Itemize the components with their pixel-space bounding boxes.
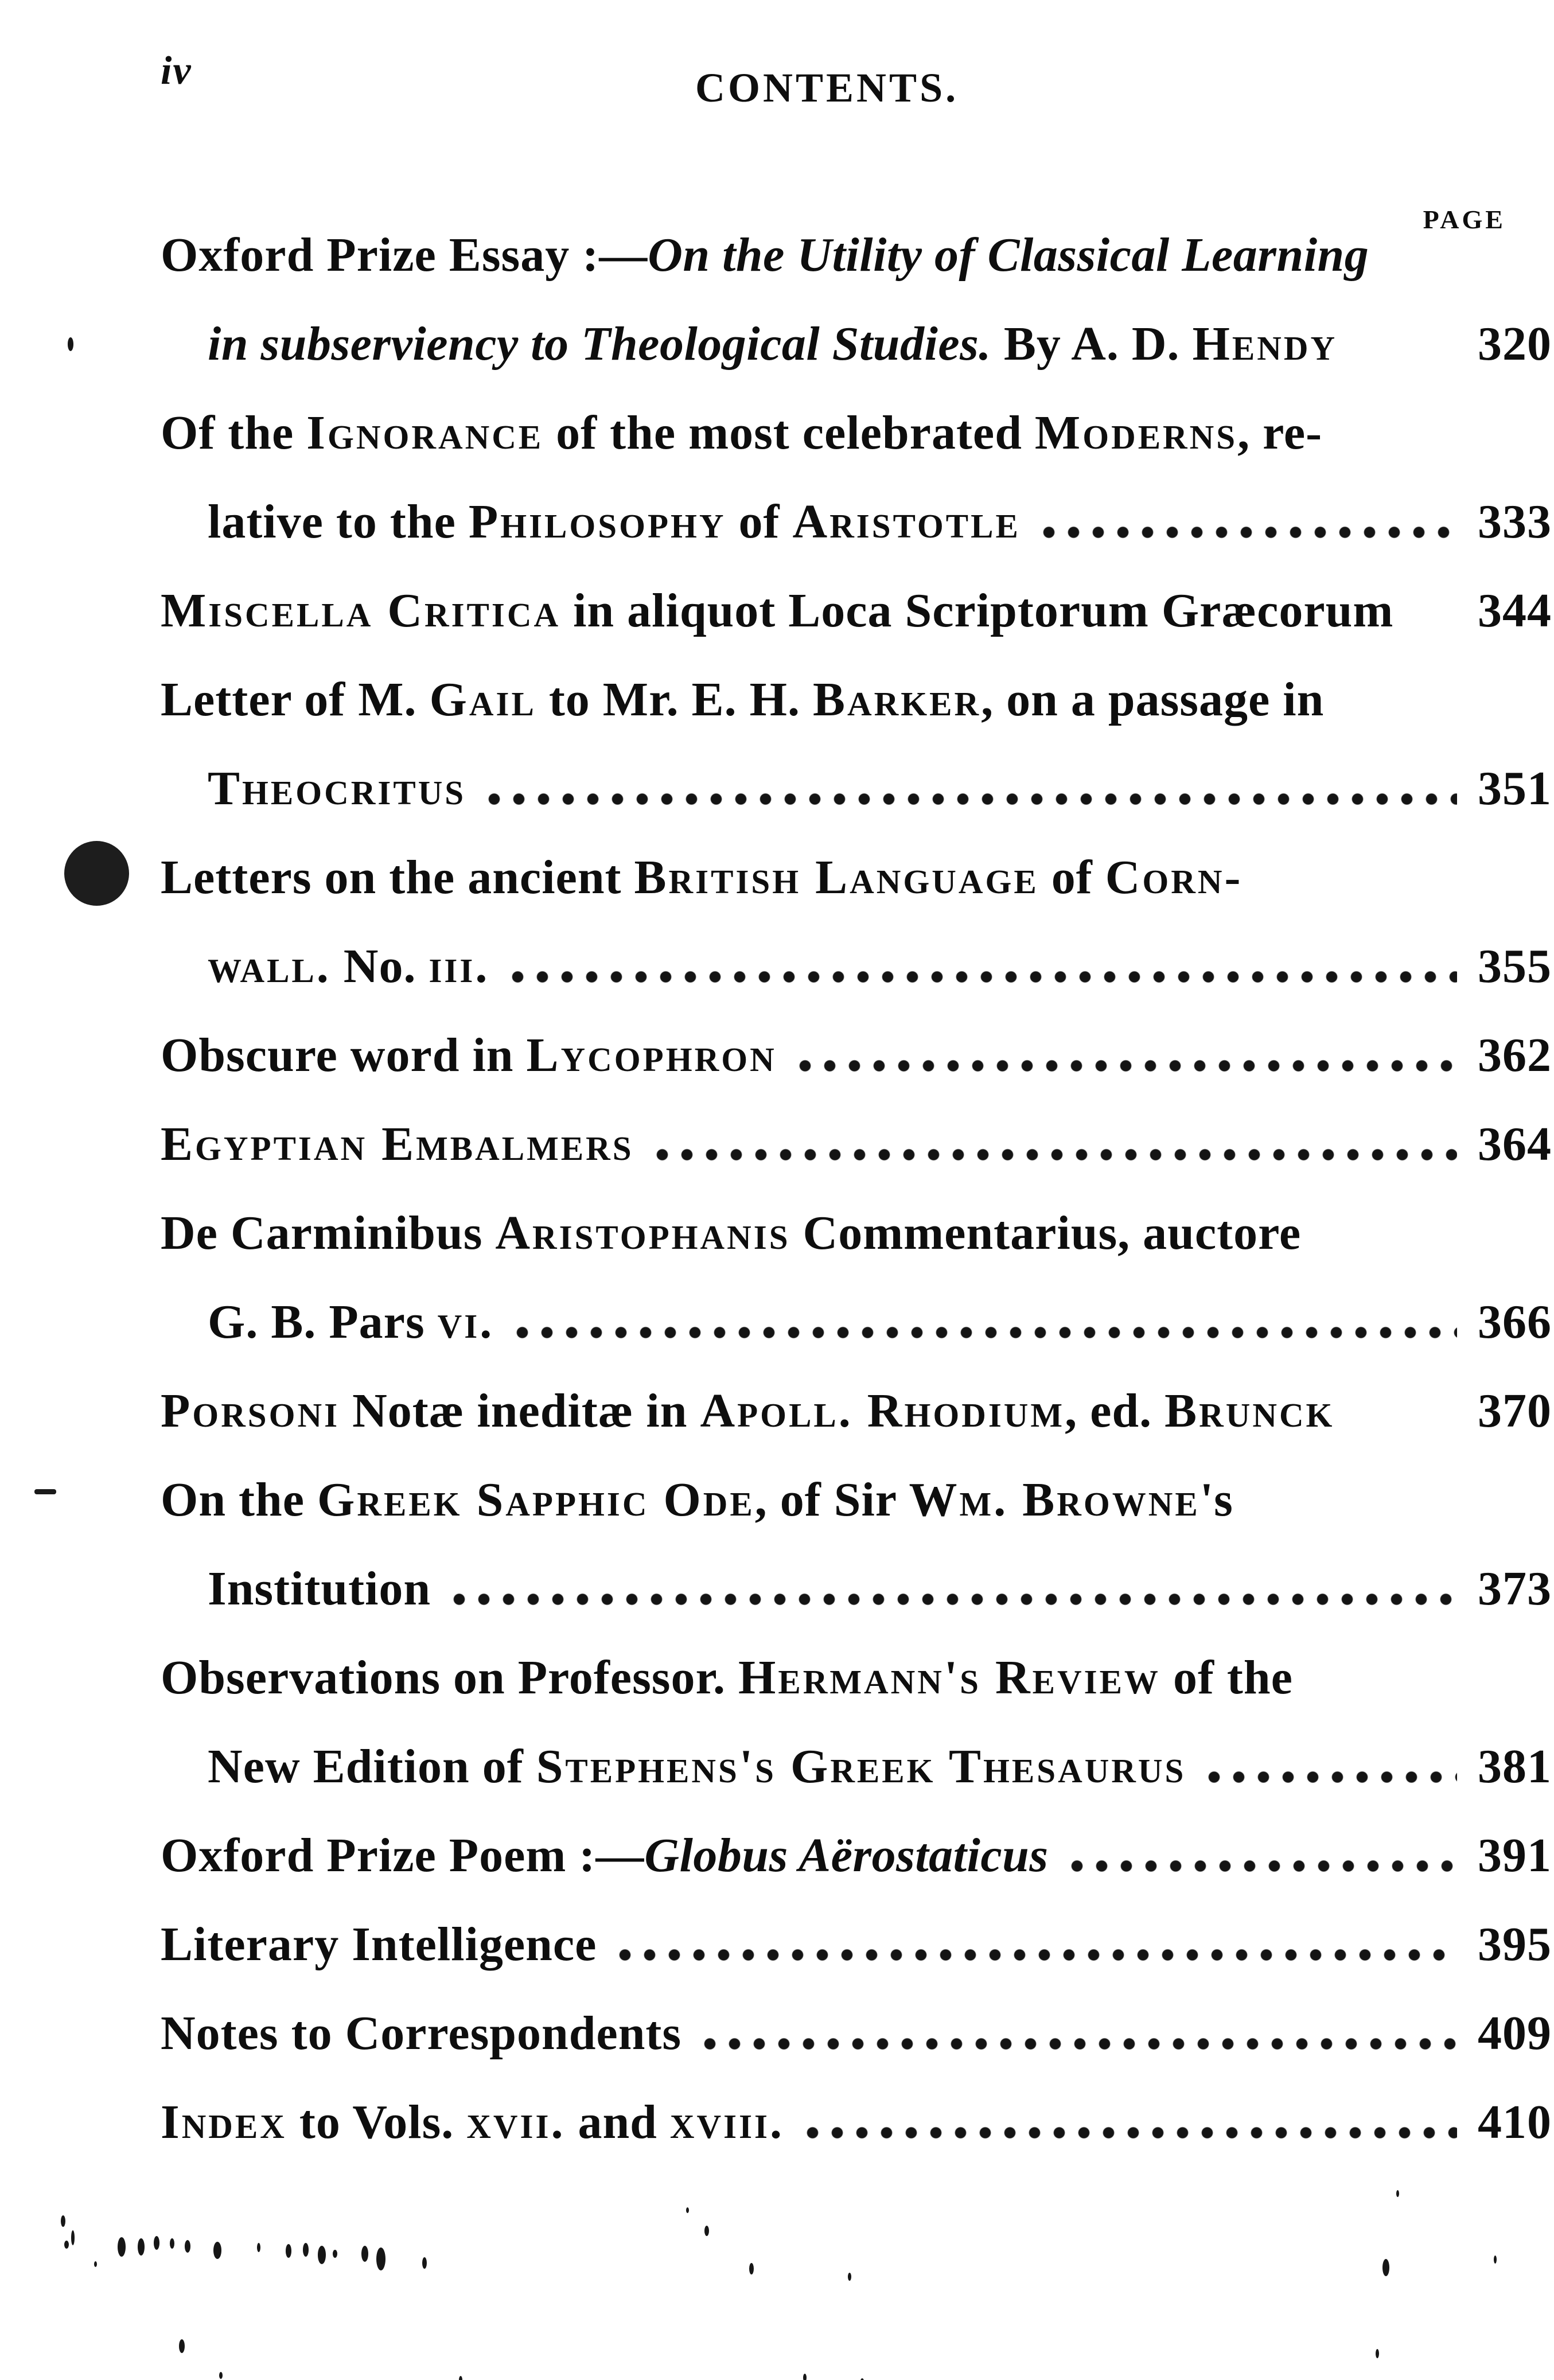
speckle-dot [749,2263,754,2274]
speckle-dot [61,2215,65,2227]
toc-text-segment: Barker [813,673,982,726]
toc-text-segment: in aliquot Loca Scriptorum Græcorum [560,584,1394,637]
speckle-dot [422,2257,427,2269]
speckle-dot [361,2246,368,2262]
toc-text-segment: Hermann's Review [738,1651,1160,1704]
page-number: 370 [1478,1384,1552,1438]
dot-leader [800,2094,1457,2150]
toc-text-segment: Literary Intelligence [161,1918,597,1971]
toc-line [161,2094,1552,2183]
speckle-dot [64,2241,69,2249]
table-of-contents [161,227,1552,2183]
toc-entry-text [161,672,1324,727]
toc-text-segment: Observations on Professor. [161,1651,739,1704]
page-number: 409 [1478,2007,1552,2060]
toc-entry-text [161,1205,1301,1261]
toc-text-segment: Institution [208,1562,431,1615]
toc-line [161,1383,1552,1472]
dot-leader [505,938,1457,994]
speckle-dot [318,2246,326,2264]
page-number: 355 [1478,940,1552,993]
page-number: 366 [1478,1295,1552,1349]
speckle-dot [333,2250,337,2258]
toc-text-segment: G. B. Pars [208,1295,438,1349]
toc-text-segment: Globus Aërostaticus [644,1829,1049,1882]
toc-entry-text [161,1472,1233,1528]
speckle-dot [848,2273,851,2281]
page-number: 320 [1478,317,1552,371]
toc-text-segment: Miscella Critica [161,584,561,637]
toc-line [161,1917,1552,2005]
toc-text-segment: British Language [634,851,1039,904]
toc-text-segment: On the [161,1473,318,1526]
toc-text-segment: Moderns [1034,406,1238,459]
toc-entry-text [161,1828,1049,1883]
toc-text-segment: Theocritus [208,762,466,815]
toc-text-segment: Corn- [1105,851,1243,904]
toc-text-segment: Wm. Browne [909,1473,1200,1526]
toc-entry-text [161,1917,597,1972]
toc-line [161,1650,1552,1739]
speckle-dot [704,2226,709,2236]
page-number: 395 [1478,1918,1552,1971]
toc-text-segment: On the Utility of Classical Learning [648,228,1369,282]
speckle-dot [1382,2259,1389,2276]
toc-text-segment: of the [1160,1651,1293,1704]
toc-text-segment: , re- [1237,406,1323,459]
dot-leader [447,1561,1457,1616]
toc-line [161,761,1552,850]
toc-text-segment: Aristophanis [495,1206,790,1260]
toc-line [161,405,1552,494]
page-number: 410 [1478,2095,1552,2149]
toc-text-segment: 's [1199,1473,1233,1526]
page-number: 381 [1478,1740,1552,1793]
speckle-dot [170,2238,174,2249]
speckle-dot [1376,2349,1379,2358]
toc-text-segment: Aristotle [792,495,1021,548]
speckle-dot [94,2261,97,2267]
dot-leader [613,1917,1457,1972]
page-number: 391 [1478,1829,1552,1882]
toc-text-segment: Letter of M. [161,673,430,726]
dot-leader [698,2005,1457,2061]
speckle-dot [257,2243,260,2252]
speckle-dot [286,2244,291,2258]
speckle-dot [179,2339,185,2353]
speckle-dot [68,337,73,351]
toc-text-segment: Ignorance [306,406,544,459]
toc-text-segment: Oxford Prize Poem :— [161,1829,645,1882]
toc-text-segment: Obscure word in [161,1029,527,1082]
toc-text-segment: to Vols. [286,2095,467,2149]
toc-text-segment: of [726,495,793,548]
speckle-dot [1396,2190,1399,2197]
toc-text-segment: Gail [429,673,536,726]
toc-text-segment: vi. [437,1295,494,1349]
toc-line [161,1561,1552,1650]
toc-text-segment: No. [330,940,429,993]
page-number: 373 [1478,1562,1552,1615]
toc-line [161,850,1552,938]
speckle-dot [118,2237,126,2257]
page-column-label: PAGE [1423,205,1506,234]
toc-text-segment: Philosophy [468,495,726,548]
toc-entry-text [208,1294,494,1350]
toc-line [161,1027,1552,1116]
toc-entry-text [161,1116,634,1172]
speckle-dot [803,2374,807,2380]
toc-line [161,494,1552,583]
page-number: 364 [1478,1117,1552,1171]
speckle-dot [185,2240,190,2253]
toc-text-segment: Hendy [1192,317,1338,371]
speckle-dot [71,2230,75,2245]
dot-leader [482,761,1457,816]
toc-text-segment: Brunck [1164,1384,1335,1438]
toc-text-segment: By A. D. [991,317,1193,371]
toc-text-segment: Letters on the ancient [161,851,634,904]
page-number: 362 [1478,1029,1552,1082]
toc-entry-text [161,1650,1293,1705]
page-number: 344 [1478,584,1552,637]
speckle-dot [154,2236,159,2250]
toc-line [161,583,1552,672]
toc-entry-text [161,405,1322,461]
dot-leader [1037,494,1457,550]
toc-entry-text [208,1561,431,1616]
toc-entry-text [161,583,1393,638]
speckle-dot [303,2243,309,2257]
toc-line [161,938,1552,1027]
toc-line [161,1294,1552,1383]
toc-text-segment: Greek Sapphic Ode [317,1473,755,1526]
toc-line [161,1472,1552,1561]
toc-entry-text [161,227,1369,283]
toc-text-segment: and [565,2095,670,2149]
speckle-dot [459,2376,462,2380]
toc-entry-text [208,316,1337,372]
toc-text-segment: xviii. [669,2095,784,2149]
toc-line [161,672,1552,761]
speckle-dot [1494,2256,1497,2264]
toc-text-segment: Notes to Correspondents [161,2007,682,2060]
toc-entry-text [161,2005,681,2061]
toc-text-segment: Commentarius, auctore [790,1206,1302,1260]
toc-entry-text [161,850,1243,905]
dot-leader [510,1294,1457,1350]
toc-text-segment: wall. [208,940,331,993]
toc-line [161,1205,1552,1294]
toc-entry-text [208,1739,1186,1794]
toc-text-segment: De Carminibus [161,1206,496,1260]
toc-text-segment: in subserviency to Theological Studies. [208,317,991,371]
toc-entry-text [208,761,466,816]
toc-text-segment: New Edition of [208,1740,536,1793]
page-number: 333 [1478,495,1552,548]
folio-number: iv [161,49,192,93]
toc-text-segment: Index [161,2095,287,2149]
toc-entry-text [161,2094,784,2150]
toc-text-segment: Stephens's Greek Thesaurus [536,1740,1186,1793]
toc-line [161,1116,1552,1205]
toc-text-segment: lative to the [208,495,469,548]
toc-entry-text [161,1027,777,1083]
toc-text-segment: , on a passage in [981,673,1325,726]
toc-text-segment: Porsoni [161,1384,340,1438]
page-title: CONTENTS. [695,65,959,111]
toc-entry-text [161,1383,1334,1439]
speckle-dot [219,2372,223,2379]
toc-text-segment: to Mr. E. H. [536,673,813,726]
speckle-dot [686,2207,689,2213]
toc-text-segment: of the most celebrated [543,406,1035,459]
speckle-dot [213,2242,221,2259]
toc-text-segment: of [1038,851,1105,904]
toc-text-segment: Lycophron [526,1029,777,1082]
dot-leader [793,1027,1457,1083]
speckle-dot [376,2247,385,2270]
dot-leader [1065,1828,1457,1883]
toc-text-segment: Egyptian Embalmers [161,1117,634,1171]
toc-text-segment: Apoll. Rhodium [700,1384,1065,1438]
toc-text-segment: iii. [429,940,490,993]
speckle-dot [138,2238,145,2256]
toc-text-segment: , of Sir [754,1473,909,1526]
toc-text-segment: Of the [161,406,307,459]
toc-entry-text [208,938,489,994]
toc-text-segment: xvii. [466,2095,566,2149]
toc-line [161,1828,1552,1917]
toc-entry-text [208,494,1021,550]
dot-leader [1202,1739,1457,1794]
dot-leader [650,1116,1457,1172]
toc-text-segment: Notæ ineditæ in [340,1384,700,1438]
toc-line [161,1739,1552,1828]
margin-dash-artifact [34,1489,56,1494]
page-number: 351 [1478,762,1552,815]
toc-text-segment: Oxford Prize Essay :— [161,228,648,282]
toc-text-segment: , ed. [1065,1384,1165,1438]
toc-line [161,316,1552,405]
toc-line [161,2005,1552,2094]
ink-blot-artifact [64,841,129,906]
toc-line [161,227,1552,316]
